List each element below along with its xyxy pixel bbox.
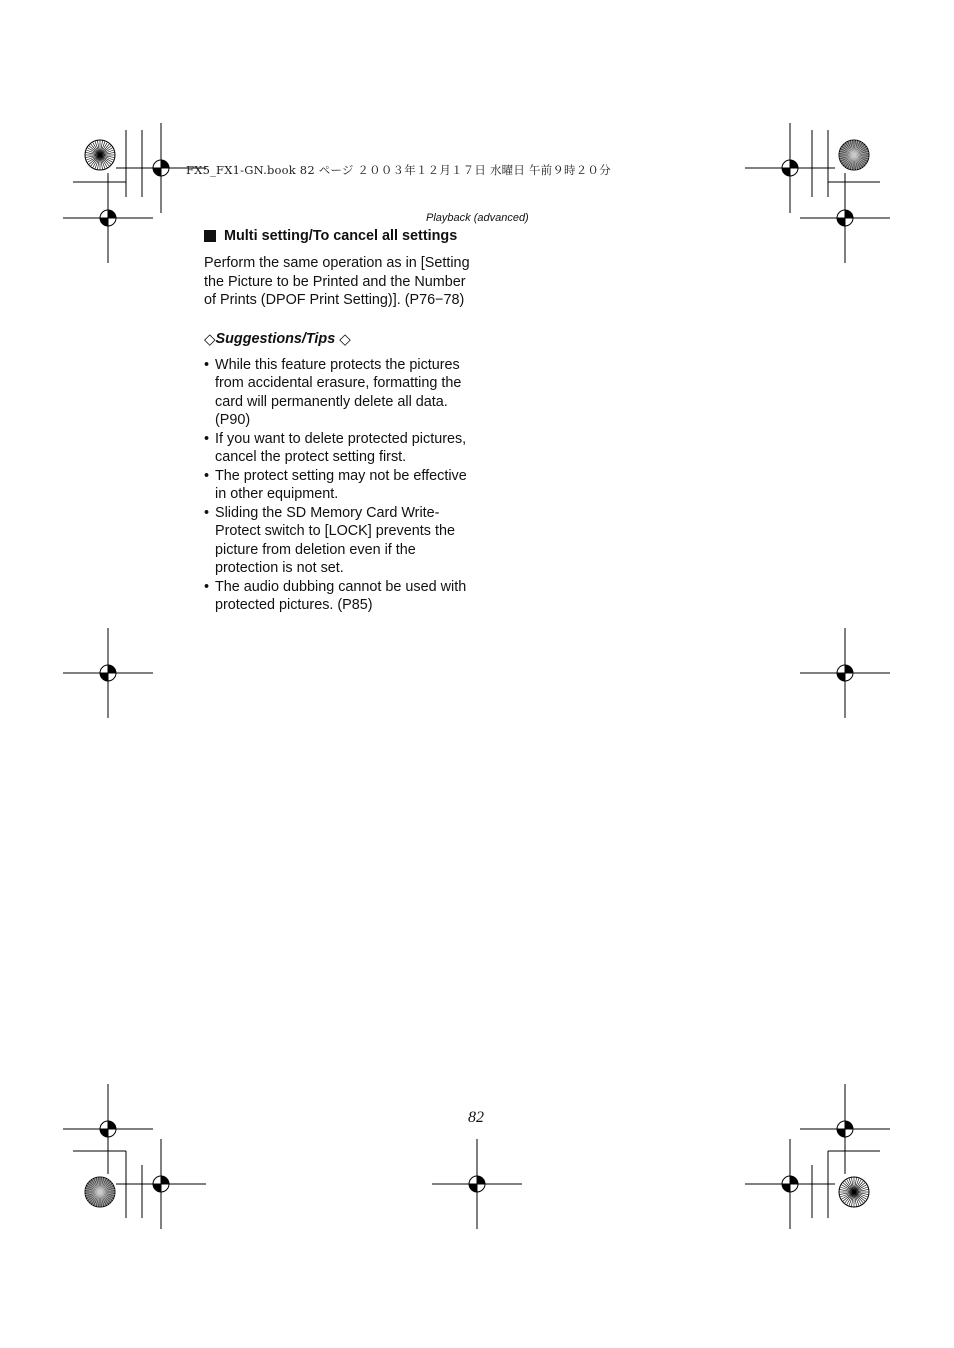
- list-item: [204, 578, 474, 615]
- diamond-icon: ◇: [204, 330, 216, 348]
- bullet-icon: •: [204, 578, 210, 595]
- tips-list: [204, 356, 474, 615]
- print-file-header: FX5_FX1-GN.book 82 ページ ２００３年１２月１７日 水曜日 午前９時２０分: [186, 163, 611, 177]
- main-content: [204, 228, 474, 615]
- section-intro: Perform the same operation as in [Setting the Picture to be Printed and the Number of Prints (DPOF Print Setting)]. (P76−78): [204, 255, 470, 308]
- running-head: Playback (advanced): [426, 212, 529, 224]
- bullet-icon: •: [204, 430, 210, 447]
- list-item-text: The protect setting may not be effective in other equipment.: [215, 467, 467, 502]
- section-title: [204, 228, 474, 244]
- bullet-icon: •: [204, 467, 210, 484]
- list-item-text: While this feature protects the pictures from accidental erasure, formatting the card will permanently delete all data. (P90): [215, 356, 462, 428]
- list-item: [204, 430, 474, 467]
- page-number: 82: [468, 1109, 484, 1126]
- diamond-icon: ◇: [339, 330, 351, 348]
- list-item-text: Sliding the SD Memory Card Write-Protect switch to [LOCK] prevents the picture from deletion even if the protection is not set.: [215, 504, 455, 576]
- bullet-icon: •: [204, 356, 210, 373]
- black-square-icon: [204, 230, 216, 242]
- list-item: [204, 356, 474, 430]
- list-item-text: If you want to delete protected pictures, cancel the protect setting first.: [215, 430, 467, 465]
- list-item: [204, 467, 474, 504]
- list-item: [204, 504, 474, 578]
- tips-heading: [204, 330, 474, 348]
- list-item-text: The audio dubbing cannot be used with protected pictures. (P85): [215, 578, 467, 613]
- tips-heading-text: Suggestions/Tips: [215, 330, 336, 347]
- section-title-text: Multi setting/To cancel all settings: [224, 228, 458, 244]
- bullet-icon: •: [204, 504, 210, 521]
